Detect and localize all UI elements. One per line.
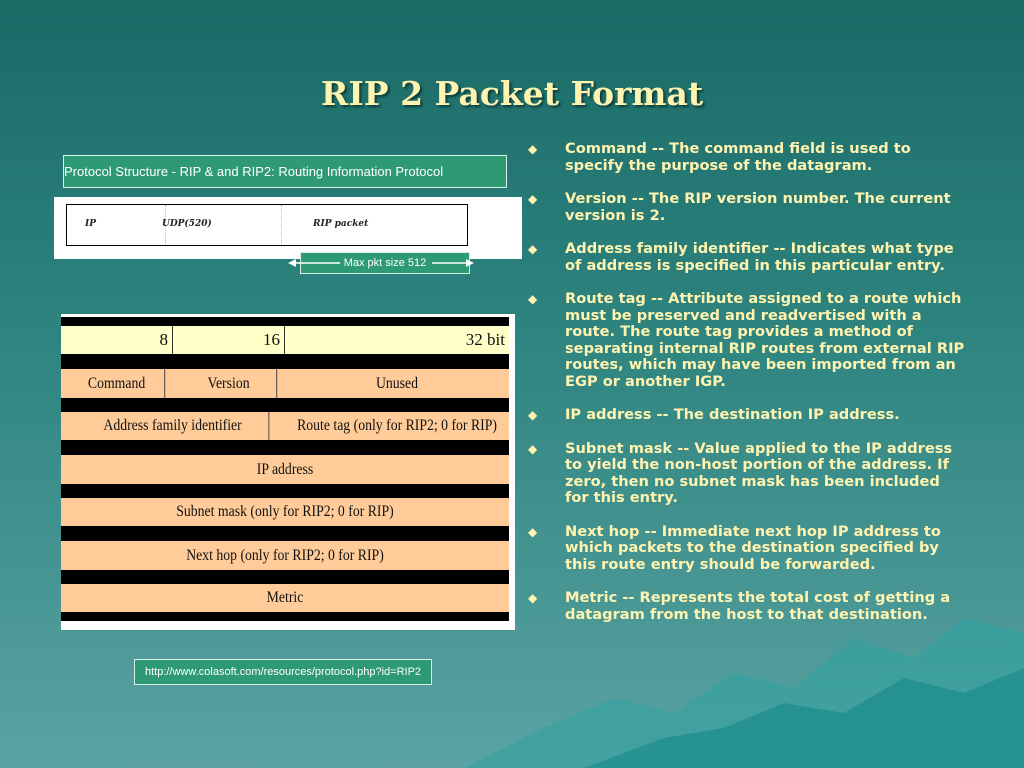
field-ip: IP [85, 219, 96, 229]
table-row [61, 369, 509, 398]
slide-title: RIP 2 Packet Format [320, 74, 704, 113]
list-item [528, 441, 968, 507]
list-item [528, 291, 968, 390]
diamond-bullet-icon: ◆ [528, 192, 538, 206]
list-item [528, 141, 968, 174]
table-separator [61, 317, 509, 326]
double-arrow-icon [286, 255, 476, 271]
list-item [528, 191, 968, 224]
field-udp: UDP(520) [162, 219, 212, 229]
table-separator [61, 398, 509, 412]
field-rip-packet: RIP packet [313, 219, 369, 229]
bullet-text: Subnet mask -- Value applied to the IP address to yield the non-host portion of the address. If zero, then no subnet mask has been included for this entry. [565, 439, 953, 506]
protocol-structure-strip [54, 197, 522, 259]
bullet-text: Metric -- Represents the total cost of getting a datagram from the host to that destination. [565, 589, 951, 623]
diamond-bullet-icon: ◆ [528, 524, 538, 539]
next-hop-cell: Next hop (only for RIP2; 0 for RIP) [186, 546, 384, 564]
bullet-text: Command -- The command field is used to specify the purpose of the datagram. [565, 140, 911, 174]
bullet-text: Version -- The RIP version number. The current version is 2. [565, 190, 951, 224]
bullet-text: Route tag -- Attribute assigned to a route which must be preserved and readvertised with a route. The route tag provides a method of separating internal RIP routes from external RIP routes, which may have been imported from an EGP or another IGP. [565, 290, 965, 390]
unused-cell: Unused [375, 374, 419, 392]
subnet-mask-cell: Subnet mask (only for RIP2; 0 for RIP) [176, 503, 394, 520]
table-separator [61, 484, 509, 498]
table-row [61, 541, 509, 570]
diamond-bullet-icon: ◆ [528, 591, 538, 605]
diamond-bullet-icon: ◆ [528, 408, 538, 422]
table-header-row [61, 326, 509, 354]
bit-marker-32: 32 bit [465, 330, 505, 349]
bullet-text: Next hop -- Immediate next hop IP address to which packets to the destination specified by this route entry should be forwarded. [565, 522, 941, 573]
table-separator [61, 440, 509, 455]
protocol-structure-caption: Protocol Structure - RIP & and RIP2: Routing Information Protocol [63, 155, 507, 188]
bullet-text: Address family identifier -- Indicates what type of address is specified in this particular entry. [565, 240, 954, 274]
bit-marker-16: 16 [173, 326, 285, 354]
field-descriptions-list [528, 141, 968, 640]
diamond-bullet-icon: ◆ [528, 292, 538, 306]
table-separator [61, 354, 509, 369]
diamond-bullet-icon: ◆ [528, 142, 538, 156]
max-pkt-size-label: Max pkt size 512 [300, 252, 470, 274]
metric-cell: Metric [266, 589, 304, 606]
protocol-structure-box [66, 204, 468, 246]
field-divider [281, 205, 282, 245]
table-separator [61, 612, 509, 621]
list-item [528, 524, 968, 574]
table-row [61, 584, 509, 612]
rip-packet-format-table [61, 314, 515, 630]
route-tag-cell: Route tag (only for RIP2; 0 for RIP) [297, 417, 497, 434]
ip-address-cell: IP address [256, 460, 314, 478]
table-separator [61, 570, 509, 584]
list-item [528, 241, 968, 274]
table-row [61, 455, 509, 484]
command-cell: Command [69, 369, 165, 398]
source-url-link[interactable]: http://www.colasoft.com/resources/protocol.php?id=RIP2 [134, 659, 432, 685]
bullet-text: IP address -- The destination IP address. [565, 406, 900, 423]
bit-marker-8: 8 [61, 326, 173, 354]
address-family-cell: Address family identifier [77, 412, 270, 440]
table-row [61, 498, 509, 526]
list-item [528, 590, 968, 623]
table-row [61, 412, 509, 440]
list-item [528, 407, 968, 424]
diamond-bullet-icon: ◆ [528, 242, 538, 256]
table-separator [61, 526, 509, 541]
version-cell: Version [181, 369, 277, 398]
diamond-bullet-icon: ◆ [528, 441, 538, 456]
